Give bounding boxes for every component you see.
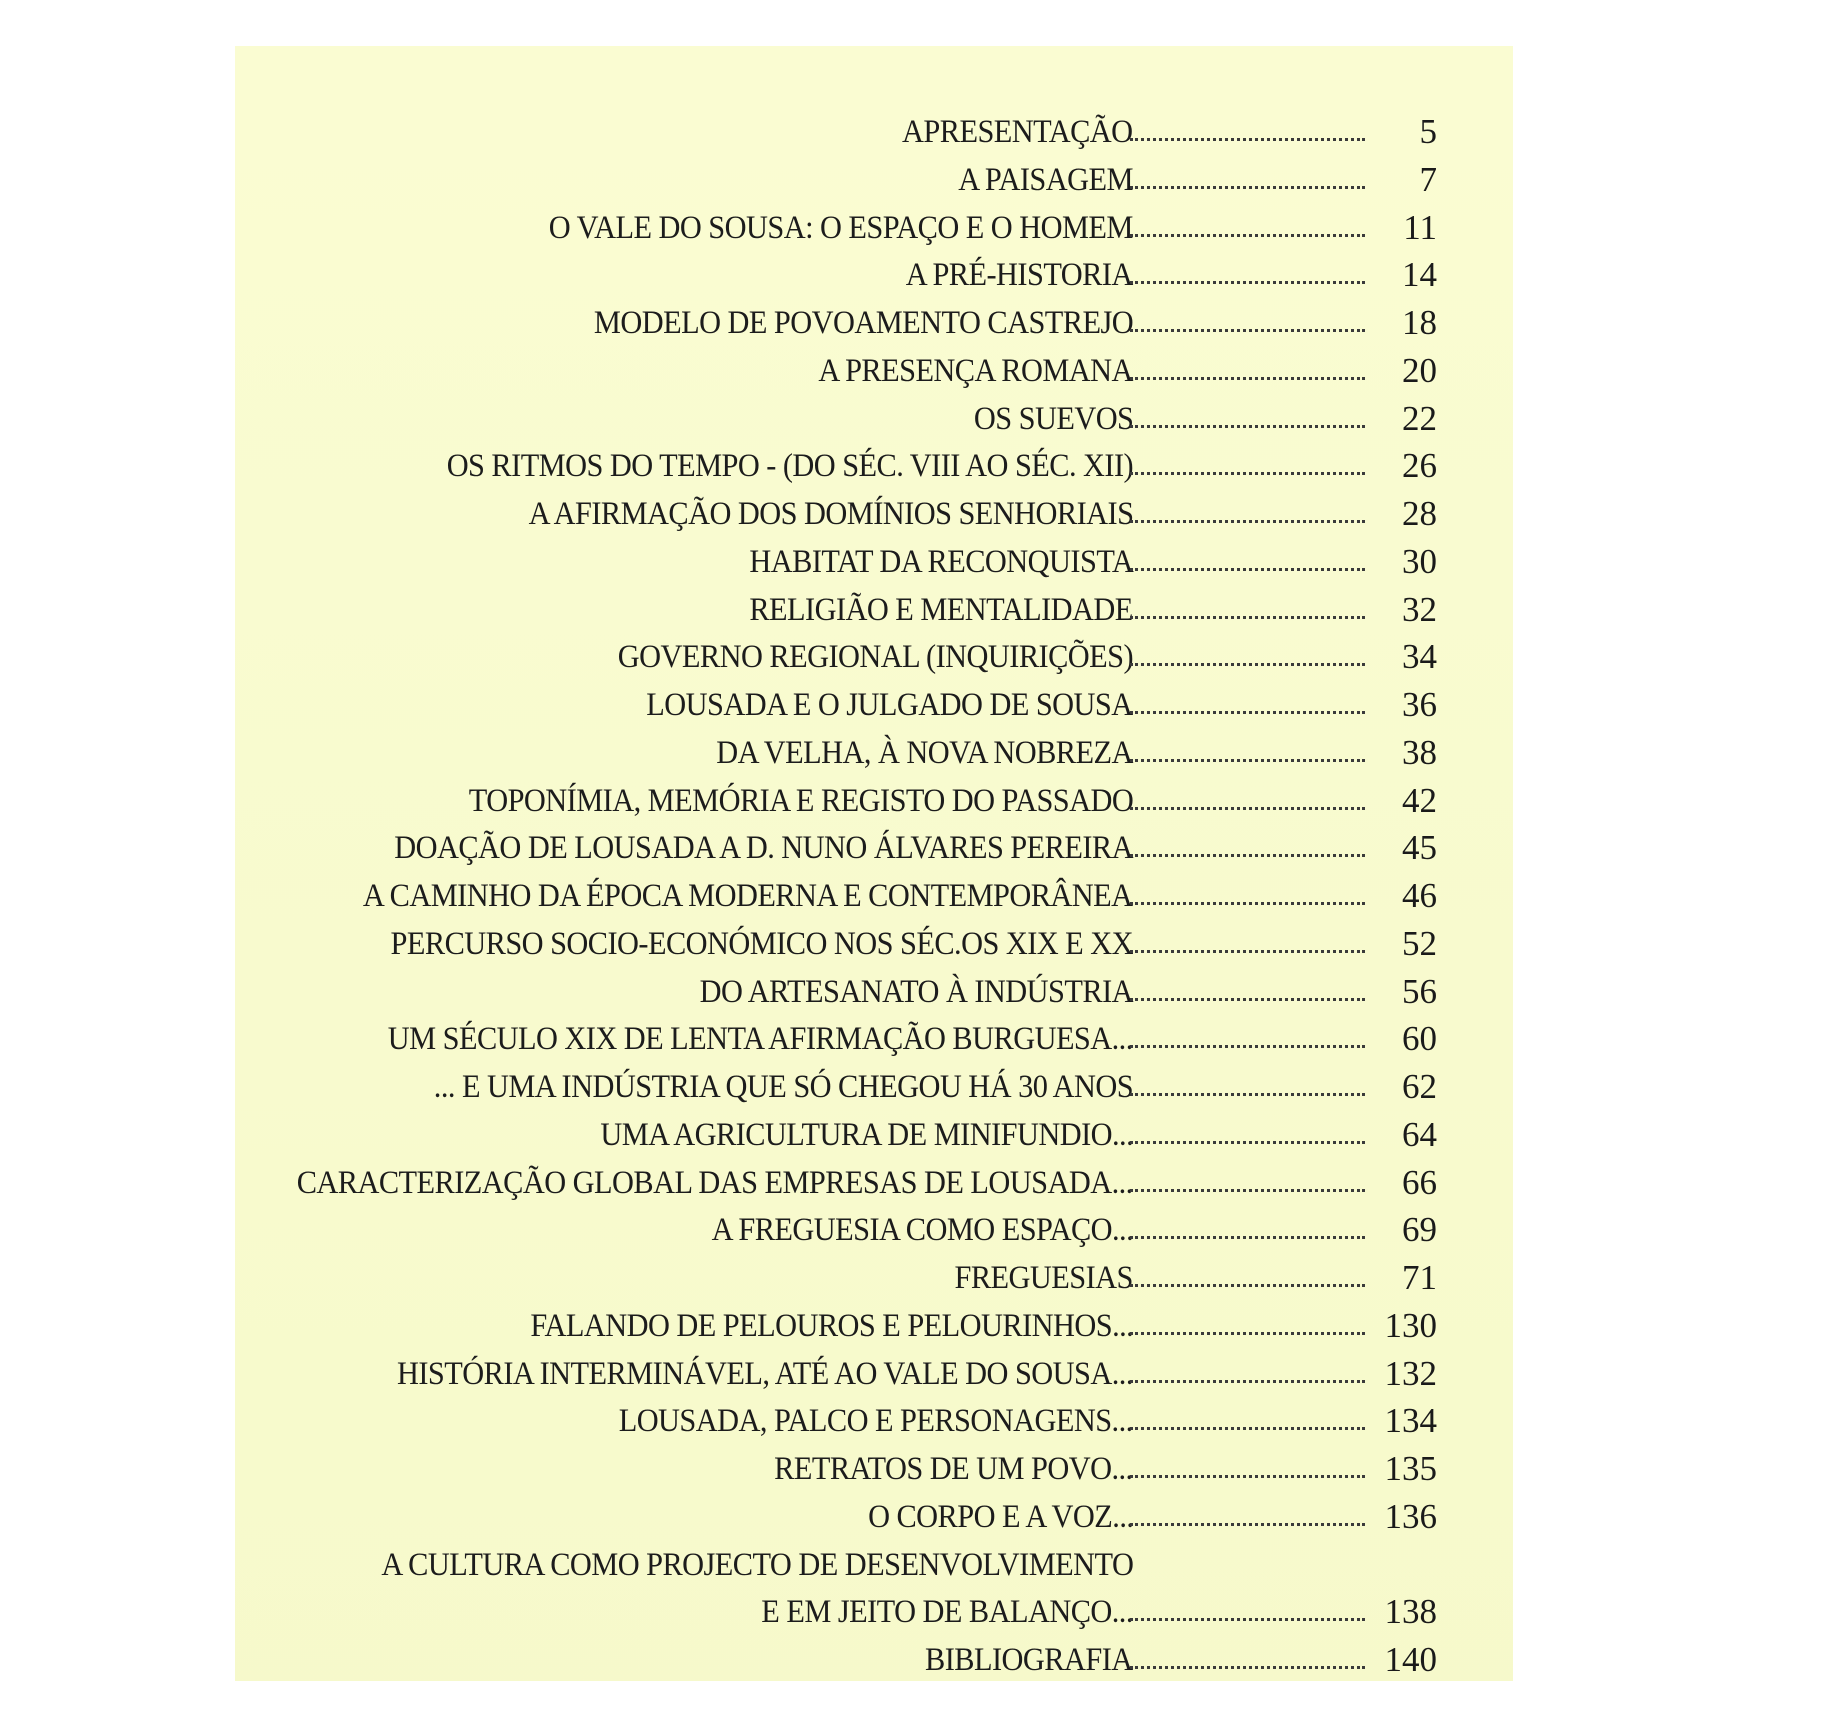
toc-entry-title: DOAÇÃO DE LOUSADA A D. NUNO ÁLVARES PEREIRA <box>394 830 1133 867</box>
toc-entry-title: A PRÉ-HISTORIA <box>905 257 1133 294</box>
toc-entry-page-number: 138 <box>1384 1592 1437 1632</box>
toc-entry-title: LOUSADA, PALCO E PERSONAGENS... <box>619 1403 1133 1440</box>
toc-entry <box>235 1254 1513 1302</box>
dot-leader <box>1130 1045 1365 1048</box>
dot-leader <box>1130 663 1365 666</box>
toc-entry <box>235 204 1513 252</box>
dot-leader <box>1130 1427 1365 1430</box>
dot-leader <box>1130 186 1365 189</box>
toc-entry-title: RELIGIÃO E MENTALIDADE <box>749 591 1133 628</box>
dot-leader <box>1130 711 1365 714</box>
dot-leader <box>1130 807 1365 810</box>
dot-leader <box>1130 1236 1365 1239</box>
toc-entry <box>235 1111 1513 1159</box>
toc-entry-page-number: 28 <box>1402 494 1437 533</box>
toc-entry-title: A PAISAGEM <box>958 161 1133 198</box>
dot-leader <box>1130 759 1365 762</box>
dot-leader <box>1130 234 1365 237</box>
dot-leader <box>1130 281 1365 284</box>
toc-entry <box>235 1445 1513 1493</box>
toc-entry-page-number: 7 <box>1419 159 1437 199</box>
dot-leader <box>1130 854 1365 857</box>
toc-entry-title: FALANDO DE PELOUROS E PELOURINHOS... <box>530 1307 1133 1344</box>
toc-entry-title: LOUSADA E O JULGADO DE SOUSA <box>646 687 1133 723</box>
toc-entry <box>235 1636 1513 1684</box>
dot-leader <box>1130 1380 1365 1383</box>
toc-entry-page-number: 60 <box>1402 1019 1437 1059</box>
toc-entry-title: A FREGUESIA COMO ESPAÇO... <box>711 1212 1133 1249</box>
toc-entry-page-number: 132 <box>1384 1353 1437 1393</box>
toc-entry <box>235 777 1513 825</box>
toc-entry-page-number: 62 <box>1402 1067 1437 1106</box>
toc-entry <box>235 1541 1513 1589</box>
toc-entry-page-number: 46 <box>1402 876 1437 915</box>
toc-entry-title: DO ARTESANATO À INDÚSTRIA <box>699 973 1133 1010</box>
dot-leader <box>1130 377 1365 380</box>
dot-leader <box>1130 520 1365 523</box>
toc-entry-title: A AFIRMAÇÃO DOS DOMÍNIOS SENHORIAIS <box>528 496 1133 532</box>
dot-leader <box>1130 1475 1365 1478</box>
dot-leader <box>1130 1093 1365 1096</box>
toc-entry <box>235 156 1513 204</box>
toc-entry-title: MODELO DE POVOAMENTO CASTREJO <box>593 305 1133 341</box>
dot-leader <box>1130 472 1365 475</box>
toc-entry-title: A PRESENÇA ROMANA <box>818 352 1133 389</box>
toc-entry-page-number: 26 <box>1402 446 1437 486</box>
toc-entry-title: A CAMINHO DA ÉPOCA MODERNA E CONTEMPORÂNEA <box>363 878 1133 914</box>
toc-entry-page-number: 66 <box>1402 1162 1437 1202</box>
toc-entry-page-number: 69 <box>1402 1210 1437 1250</box>
toc-entry <box>235 1206 1513 1254</box>
toc-entry-page-number: 135 <box>1384 1449 1437 1488</box>
toc-entry-page-number: 5 <box>1419 112 1437 151</box>
toc-entry-title: PERCURSO SOCIO-ECONÓMICO NOS SÉC.OS XIX E XX <box>390 925 1133 962</box>
toc-entry-page-number: 56 <box>1402 971 1437 1011</box>
toc-entry <box>235 633 1513 681</box>
toc-entry-title: CARACTERIZAÇÃO GLOBAL DAS EMPRESAS DE LOUSADA... <box>296 1164 1133 1201</box>
toc-entry-title: HABITAT DA RECONQUISTA <box>749 543 1133 580</box>
toc-entry-title: FREGUESIAS <box>954 1260 1133 1296</box>
toc-entry-title: DA VELHA, À NOVA NOBREZA <box>716 734 1133 771</box>
toc-entry-title: OS SUEVOS <box>973 400 1133 437</box>
dot-leader <box>1130 138 1365 141</box>
dot-leader <box>1130 998 1365 1001</box>
toc-entry-page-number: 134 <box>1384 1401 1437 1441</box>
toc-entry <box>235 490 1513 538</box>
toc-entry <box>235 1588 1513 1636</box>
toc-entry-title: HISTÓRIA INTERMINÁVEL, ATÉ AO VALE DO SOUSA... <box>397 1355 1133 1392</box>
toc-entry <box>235 586 1513 634</box>
dot-leader <box>1130 1332 1365 1335</box>
toc-entry <box>235 968 1513 1016</box>
toc-entry <box>235 1159 1513 1207</box>
book-page <box>235 46 1513 1681</box>
toc-entry <box>235 681 1513 729</box>
toc-entry-title: O CORPO E A VOZ... <box>867 1498 1133 1535</box>
toc-entry-page-number: 20 <box>1402 350 1437 390</box>
toc-entry <box>235 395 1513 443</box>
dot-leader <box>1130 950 1365 953</box>
toc-entry-title: APRESENTAÇÃO <box>902 114 1133 150</box>
toc-entry <box>235 442 1513 490</box>
toc-entry-title: TOPONÍMIA, MEMÓRIA E REGISTO DO PASSADO <box>468 782 1133 819</box>
toc-entry-title: RETRATOS DE UM POVO... <box>774 1451 1133 1487</box>
dot-leader <box>1130 568 1365 571</box>
toc-entry <box>235 1350 1513 1398</box>
dot-leader <box>1130 425 1365 428</box>
toc-entry-page-number: 32 <box>1402 589 1437 629</box>
toc-entry-title: A CULTURA COMO PROJECTO DE DESENVOLVIMENTO <box>381 1546 1133 1583</box>
toc-entry-title: O VALE DO SOUSA: O ESPAÇO E O HOMEM <box>548 209 1133 246</box>
toc-entry-page-number: 140 <box>1384 1640 1437 1679</box>
toc-entry <box>235 108 1513 156</box>
toc-entry-page-number: 136 <box>1384 1496 1437 1536</box>
toc-entry-page-number: 52 <box>1402 923 1437 963</box>
toc-entry-page-number: 45 <box>1402 828 1437 868</box>
toc-entry-page-number: 34 <box>1402 637 1437 677</box>
dot-leader <box>1130 1666 1365 1669</box>
toc-entry-page-number: 11 <box>1403 207 1437 247</box>
toc-entry <box>235 872 1513 920</box>
dot-leader <box>1130 329 1365 332</box>
toc-entry-title: GOVERNO REGIONAL (INQUIRIÇÕES) <box>617 639 1133 676</box>
toc-entry <box>235 299 1513 347</box>
toc-entry <box>235 1015 1513 1063</box>
toc-entry-page-number: 64 <box>1402 1114 1437 1154</box>
toc-entry-title: E EM JEITO DE BALANÇO... <box>761 1594 1133 1631</box>
toc-entry <box>235 920 1513 968</box>
toc-entry <box>235 1397 1513 1445</box>
toc-entry-page-number: 14 <box>1402 255 1437 295</box>
toc-entry-title: OS RITMOS DO TEMPO - (DO SÉC. VIII AO SÉC. XII) <box>446 448 1133 485</box>
toc-entry-page-number: 18 <box>1402 303 1437 342</box>
toc-entry-page-number: 30 <box>1402 541 1437 581</box>
dot-leader <box>1130 1141 1365 1144</box>
dot-leader <box>1130 616 1365 619</box>
toc-entry-title: ... E UMA INDÚSTRIA QUE SÓ CHEGOU HÁ 30 ANOS <box>433 1069 1133 1105</box>
toc-entry <box>235 729 1513 777</box>
toc-entry-title: BIBLIOGRAFIA <box>925 1642 1133 1678</box>
dot-leader <box>1130 1284 1365 1287</box>
dot-leader <box>1130 1189 1365 1192</box>
toc-entry-page-number: 38 <box>1402 732 1437 772</box>
toc-entry <box>235 347 1513 395</box>
toc-entry-title: UM SÉCULO XIX DE LENTA AFIRMAÇÃO BURGUESA... <box>388 1021 1133 1058</box>
toc-entry-page-number: 22 <box>1402 398 1437 438</box>
dot-leader <box>1130 1523 1365 1526</box>
toc-entry <box>235 1063 1513 1111</box>
table-of-contents <box>235 46 1513 1681</box>
toc-entry-page-number: 36 <box>1402 685 1437 724</box>
toc-entry <box>235 538 1513 586</box>
toc-entry <box>235 1302 1513 1350</box>
dot-leader <box>1130 1618 1365 1621</box>
toc-entry <box>235 251 1513 299</box>
toc-entry-page-number: 42 <box>1402 780 1437 820</box>
dot-leader <box>1130 902 1365 905</box>
toc-entry-page-number: 130 <box>1384 1305 1437 1345</box>
toc-entry <box>235 824 1513 872</box>
toc-entry-title: UMA AGRICULTURA DE MINIFUNDIO... <box>600 1116 1133 1153</box>
toc-entry <box>235 1493 1513 1541</box>
toc-entry-page-number: 71 <box>1402 1258 1437 1297</box>
